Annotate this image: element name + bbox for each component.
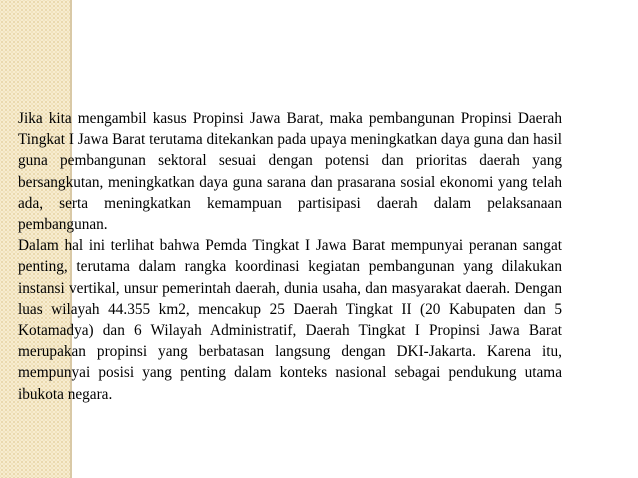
slide-body-text [18,108,562,405]
paragraph-1: Jika kita mengambil kasus Propinsi Jawa Barat, maka pembangunan Propinsi Daerah Tingkat I Jawa Barat terutama ditekankan pada upaya meningkatkan daya guna dan hasil guna pembangunan sektoral sesuai dengan potensi dan prioritas daerah yang bersangkutan, meningkatkan daya guna sarana dan prasarana sosial ekonomi yang telah ada, serta meningkatkan kemampuan partisipasi daerah dalam pelaksanaan pembangunan. [18,110,562,234]
paragraph-2: Dalam hal ini terlihat bahwa Pemda Tingkat I Jawa Barat mempunyai peranan sangat penting, terutama dalam rangka koordinasi kegiatan pembangunan yang dilakukan instansi vertikal, unsur pemerintah daerah, dunia usaha, dan masyarakat daerah. Dengan luas wilayah 44.355 km2, mencakup 25 Daerah Tingkat II (20 Kabupaten dan 5 Kotamadya) dan 6 Wilayah Administratif, Daerah Tingkat I Propinsi Jawa Barat merupakan propinsi yang berbatasan langsung dengan DKI-Jakarta. Karena itu, mempunyai posisi yang penting dalam konteks nasional sebagai pendukung utama ibukota negara. [18,237,562,403]
